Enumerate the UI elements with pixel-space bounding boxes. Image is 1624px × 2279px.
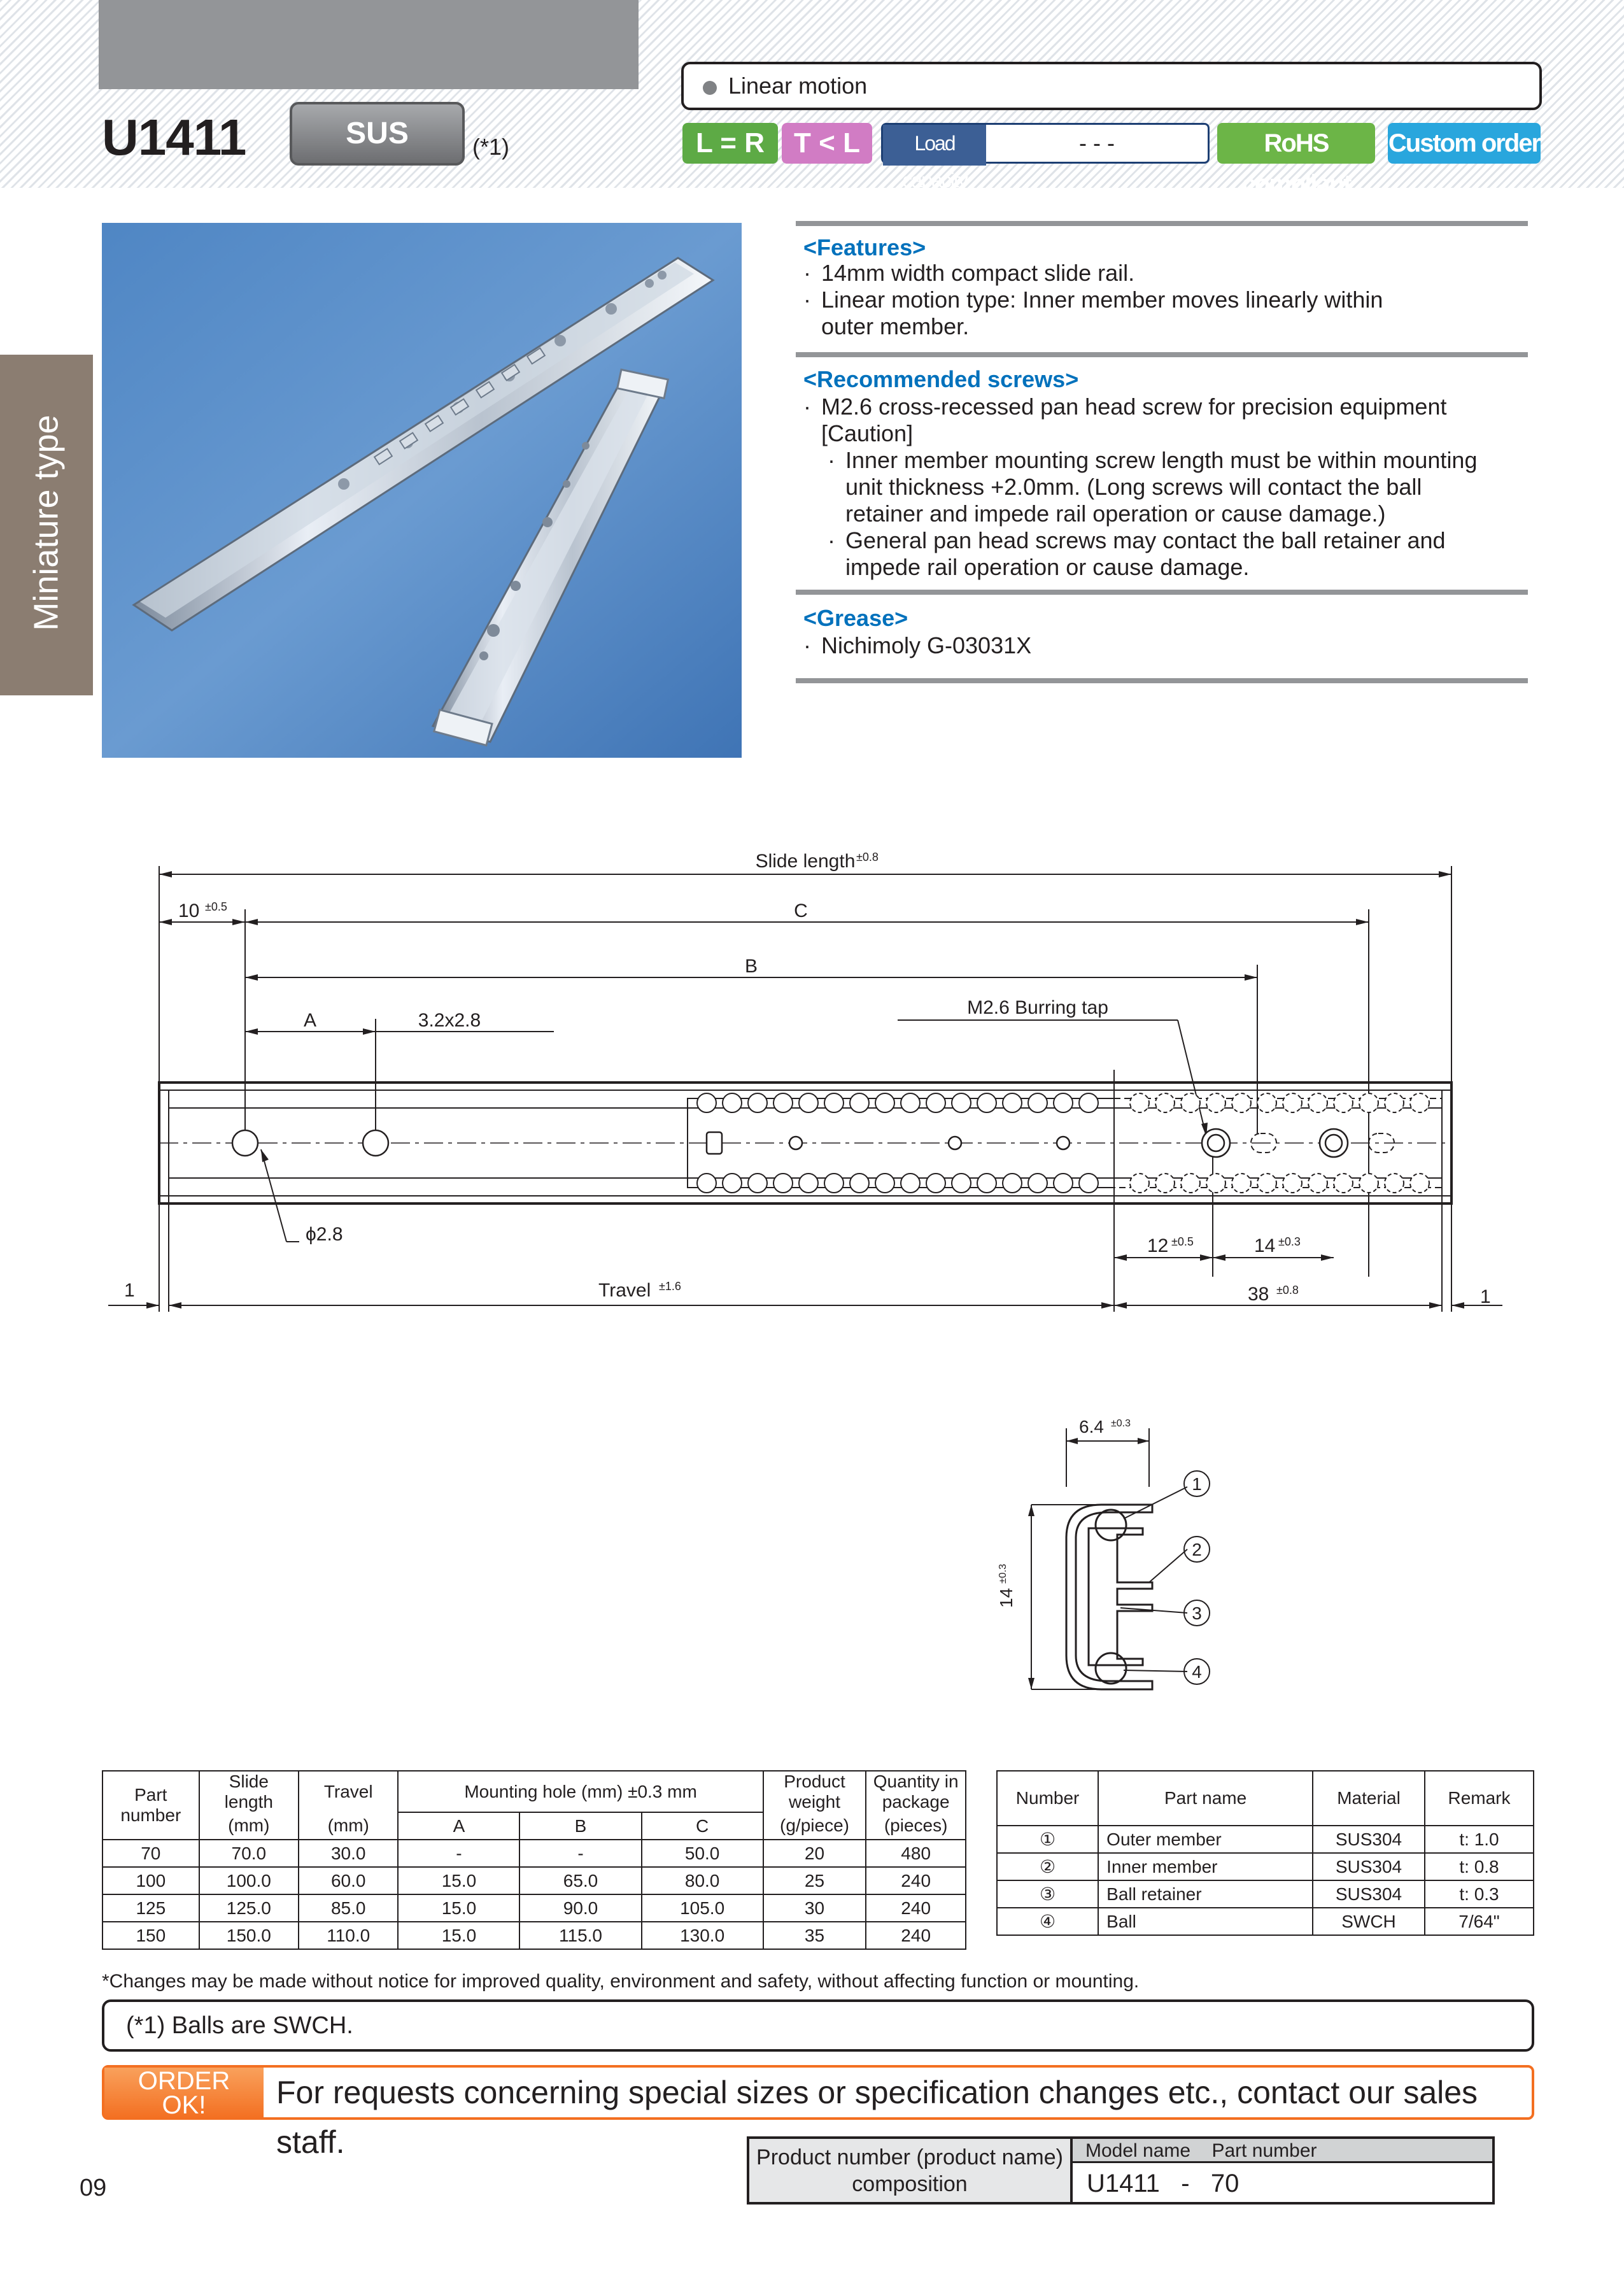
order-ok-badge: ORDER OK! <box>104 2068 264 2119</box>
motion-type: Linear motion <box>728 73 868 99</box>
label-hole-dia: ϕ2.8 <box>306 1224 343 1245</box>
load-capacity-badge <box>881 123 1210 192</box>
grease-bullet: · <box>803 632 811 658</box>
tol-14: ±0.3 <box>1278 1235 1301 1248</box>
tol-travel: ±1.6 <box>659 1280 681 1293</box>
label-c: C <box>794 900 808 921</box>
badge-l-equals-r: L = R <box>682 123 778 164</box>
cross-section-drawing <box>980 1398 1248 1703</box>
material-badge: SUS <box>290 102 465 166</box>
label-left-gap: 1 <box>124 1280 135 1301</box>
header-cell: Part number <box>102 1771 199 1840</box>
features-heading: <Features> <box>803 234 926 260</box>
divider <box>796 221 1528 226</box>
motion-type-box <box>681 62 1542 110</box>
label-10: 10 <box>178 900 200 921</box>
parts-table <box>996 1770 1534 1936</box>
technical-drawing <box>95 828 1547 1350</box>
header-cell: A <box>398 1812 519 1840</box>
product-number-value: U1411 - 70 <box>1087 2169 1239 2197</box>
label-travel: Travel <box>598 1280 651 1301</box>
header-cell: Remark <box>1425 1771 1534 1826</box>
label-burring-tap: M2.6 Burring tap <box>967 997 1108 1018</box>
feature-item: Linear motion type: Inner member moves linearly within <box>821 287 1383 313</box>
header-grey-block <box>99 0 639 89</box>
product-number-box <box>747 2136 1495 2204</box>
header-cell: (pieces) <box>866 1812 966 1840</box>
screw-line: M2.6 cross-recessed pan head screw for precision equipment <box>821 394 1447 420</box>
header-cell: (g/piece) <box>763 1812 866 1840</box>
label-12: 12 <box>1147 1235 1169 1256</box>
features-bullet: · <box>803 260 811 286</box>
header-cell: Material <box>1313 1771 1425 1826</box>
screw-line: General pan head screws may contact the ball retainer and <box>845 527 1446 553</box>
table-row: ③ Ball retainer SUS304 t: 0.3 <box>997 1880 1534 1908</box>
screws-heading: <Recommended screws> <box>803 366 1079 392</box>
rohs-badge: RoHS compliant <box>1217 123 1375 164</box>
part-number: 70 <box>1210 2169 1239 2197</box>
tol-10: ±0.5 <box>205 900 227 913</box>
tol-section-width: ±0.3 <box>1111 1418 1131 1429</box>
callout-2: 2 <box>1192 1540 1202 1559</box>
label-a: A <box>303 1010 317 1031</box>
label-section-width: 6.4 <box>1079 1417 1104 1437</box>
custom-order-badge: Custom order <box>1388 123 1541 164</box>
screw-line: unit thickness +2.0mm. (Long screws will contact the ball <box>845 474 1422 500</box>
table-row: ① Outer member SUS304 t: 1.0 <box>997 1826 1534 1853</box>
callout-4: 4 <box>1192 1662 1202 1682</box>
table-row: 70 70.0 30.0 - - 50.0 20 480 <box>102 1840 966 1867</box>
bullet-dot-icon <box>703 81 717 95</box>
table-row: ④ Ball SWCH 7/64" <box>997 1908 1534 1935</box>
screw-line: [Caution] <box>821 420 914 446</box>
feature-item: 14mm width compact slide rail. <box>821 260 1135 286</box>
header-cell: Part name <box>1098 1771 1313 1826</box>
header-cell: (mm) <box>299 1812 398 1840</box>
label-38: 38 <box>1248 1284 1269 1305</box>
header-cell: Mounting hole (mm) ±0.3 mm <box>398 1771 763 1812</box>
badge-t-less-than-l: T < L <box>782 123 872 164</box>
callout-1: 1 <box>1192 1474 1202 1494</box>
screws-bullet: · <box>828 447 835 473</box>
note-box: (*1) Balls are SWCH. <box>102 1999 1534 2052</box>
page-number: 09 <box>80 2175 107 2201</box>
model-name: U1411 <box>1087 2169 1160 2197</box>
product-number-header: Model name Part number <box>1073 2139 1492 2163</box>
load-capacity-value: - - - <box>1079 130 1115 156</box>
header-cell: B <box>519 1812 641 1840</box>
tol-slide-length: ±0.8 <box>856 851 879 863</box>
material-note: (*1) <box>472 134 510 160</box>
load-capacity-label: Load capacity <box>883 125 986 166</box>
header-cell: (mm) <box>199 1812 299 1840</box>
side-tab-label: Miniature type <box>27 415 66 631</box>
header-cell: Product weight <box>763 1771 866 1812</box>
table-row: 150 150.0 110.0 15.0 115.0 130.0 35 240 <box>102 1922 966 1949</box>
label-slot: 3.2x2.8 <box>418 1010 481 1031</box>
tol-12: ±0.5 <box>1171 1235 1194 1248</box>
divider <box>796 352 1528 357</box>
order-text: For requests concerning special sizes or specification changes etc., contact our sales staff. <box>276 2075 1478 2160</box>
screws-bullet: · <box>803 394 811 420</box>
screw-line: retainer and impede rail operation or cause damage.) <box>845 501 1386 527</box>
table-row: 100 100.0 60.0 15.0 65.0 80.0 25 240 <box>102 1867 966 1894</box>
header-cell: Travel <box>299 1771 398 1812</box>
notice-text: *Changes may be made without notice for improved quality, environment and safety, without affecting function or mounting. <box>102 1971 1140 1992</box>
screw-line: impede rail operation or cause damage. <box>845 554 1250 580</box>
header-cell: Slide length <box>199 1771 299 1812</box>
model-title: U1411 <box>102 109 246 166</box>
product-number-label: Product number (product name) composition <box>749 2139 1073 2202</box>
label-slide-length: Slide length <box>755 851 856 872</box>
label-right-gap: 1 <box>1480 1286 1491 1307</box>
tol-38: ±0.8 <box>1276 1284 1299 1296</box>
label-14: 14 <box>1254 1235 1276 1256</box>
spec-table <box>102 1770 966 1950</box>
product-photo <box>102 223 742 758</box>
grease-item: Nichimoly G-03031X <box>821 632 1032 658</box>
divider <box>796 590 1528 595</box>
feature-item: outer member. <box>821 313 970 339</box>
callout-3: 3 <box>1192 1603 1202 1623</box>
tol-section-height: ±0.3 <box>998 1563 1008 1584</box>
header-cell: C <box>642 1812 763 1840</box>
screws-bullet: · <box>828 527 835 553</box>
screw-line: Inner member mounting screw length must be within mounting <box>845 447 1478 473</box>
features-bullet: · <box>803 287 811 313</box>
table-row: ② Inner member SUS304 t: 0.8 <box>997 1853 1534 1880</box>
label-section-height: 14 <box>996 1587 1016 1608</box>
table-row: 125 125.0 85.0 15.0 90.0 105.0 30 240 <box>102 1894 966 1922</box>
header-cell: Number <box>997 1771 1098 1826</box>
divider <box>796 678 1528 683</box>
header-cell: Quantity in package <box>866 1771 966 1812</box>
label-b: B <box>744 956 758 977</box>
grease-heading: <Grease> <box>803 605 908 631</box>
